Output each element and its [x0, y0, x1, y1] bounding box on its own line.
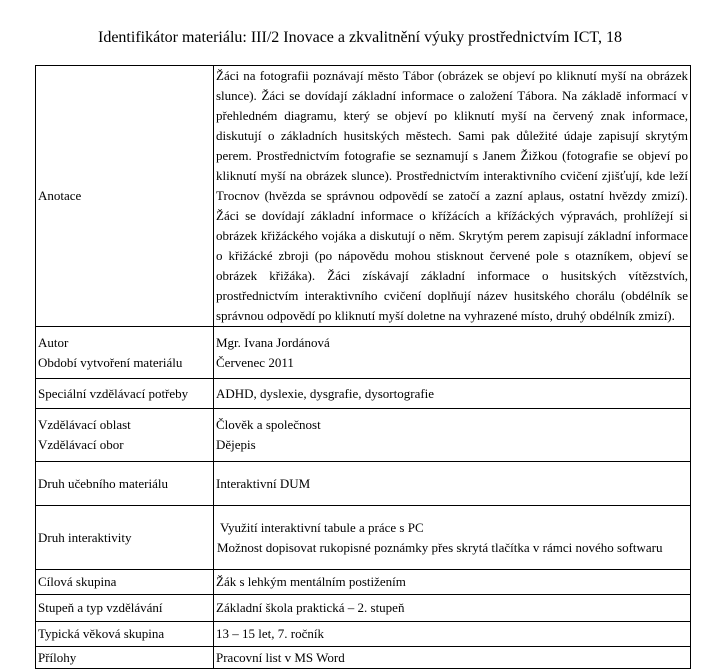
material-type: Interaktivní DUM — [216, 475, 311, 491]
value-cell — [214, 409, 691, 462]
value-cell — [214, 622, 691, 647]
label-cell — [36, 379, 214, 409]
value-cell — [214, 327, 691, 379]
value-cell — [214, 595, 691, 622]
label-cell — [36, 462, 214, 506]
label-target-group: Cílová skupina — [38, 574, 117, 589]
table-row — [36, 66, 691, 327]
label-cell — [36, 647, 214, 669]
label-age-group: Typická věková skupina — [38, 626, 165, 641]
value-cell — [214, 462, 691, 506]
label-interactivity-type: Druh interaktivity — [38, 529, 132, 545]
creation-period: Červenec 2011 — [216, 354, 294, 370]
interactivity-line-1: Využití interaktivní tabule a práce s PC — [220, 519, 424, 535]
label-attachments: Přílohy — [38, 649, 77, 665]
education-field: Dějepis — [216, 437, 256, 452]
age-group: 13 – 15 let, 7. ročník — [216, 626, 324, 641]
label-annotation: Anotace — [38, 188, 82, 203]
label-education-level: Stupeň a typ vzdělávání — [38, 600, 163, 615]
document-title: Identifikátor materiálu: III/2 Inovace a zkvalitnění výuky prostřednictvím ICT, 18 — [98, 29, 622, 46]
label-cell — [36, 595, 214, 622]
table-row — [36, 647, 691, 669]
table-row — [36, 506, 691, 570]
annotation-text: Žáci na fotografii poznávají město Tábor (obrázek se objeví po kliknutí myší na obrázek slunce). Žáci se dovídají základní informace o založení Tábora. Na základě informací v přehledném diagramu, který se objeví po kliknutí myší na červený znak informace, diskutují o základních husitských městech. Sami pak důležité údaje zapisují skrytým perem. Prostřednictvím fotografie se seznamují s Janem Žižkou (fotografie se objeví po kliknutí myší na obrázek slunce). Prostřednictvím interaktivního cvičení zjišťují, kde leží Trocnov (hvězda se správnou odpovědí se zatočí a zazní aplaus, ostatní hvězdy zmizí). Žáci se dovídají základní informace o křížácích a křížáckých výpravách, prohlížejí si obrázek křižáckého vojáka a diskutují o něm. Skrytým perem zapisují základní informace o křižácké zbroji (po nápovědu mohou stisknout červené pole s otazníkem, objeví se obrázek křižáka). Žáci získávají základní informace o husitských vítězstvích, prostřednictvím interaktivního cvičení doplňují název husitského chorálu (obdélník se správnou odpovědí po kliknutí myší doletne na vyhrazené místo, druhý obdélník zmizí). — [216, 68, 688, 323]
label-author: Autor — [38, 334, 69, 350]
label-creation-period: Období vytvoření materiálu — [38, 354, 183, 370]
education-area: Člověk a společnost — [216, 417, 321, 432]
interactivity-line-2: Možnost dopisovat rukopisné poznámky přes skrytá tlačítka v rámci nového softwaru — [217, 539, 663, 555]
table-row — [36, 327, 691, 379]
metadata-table — [35, 65, 691, 669]
special-needs: ADHD, dyslexie, dysgrafie, dysortografie — [216, 385, 435, 401]
attachments: Pracovní list v MS Word — [216, 649, 345, 665]
table-row — [36, 622, 691, 647]
label-special-needs: Speciální vzdělávací potřeby — [38, 385, 189, 401]
label-cell — [36, 570, 214, 595]
author-name: Mgr. Ivana Jordánová — [216, 334, 330, 350]
label-cell — [36, 327, 214, 379]
value-cell — [214, 66, 691, 327]
value-cell — [214, 570, 691, 595]
label-material-type: Druh učebního materiálu — [38, 475, 168, 491]
table-row — [36, 462, 691, 506]
label-cell — [36, 506, 214, 570]
table-row — [36, 379, 691, 409]
label-cell — [36, 409, 214, 462]
value-cell — [214, 379, 691, 409]
table-row — [36, 570, 691, 595]
value-cell — [214, 506, 691, 570]
table-row — [36, 409, 691, 462]
label-cell — [36, 66, 214, 327]
target-group: Žák s lehkým mentálním postižením — [216, 574, 406, 589]
label-education-area: Vzdělávací oblast — [38, 417, 131, 432]
label-cell — [36, 622, 214, 647]
value-cell — [214, 647, 691, 669]
education-level: Základní škola praktická – 2. stupeň — [216, 600, 405, 615]
label-education-field: Vzdělávací obor — [38, 437, 124, 452]
table-row — [36, 595, 691, 622]
